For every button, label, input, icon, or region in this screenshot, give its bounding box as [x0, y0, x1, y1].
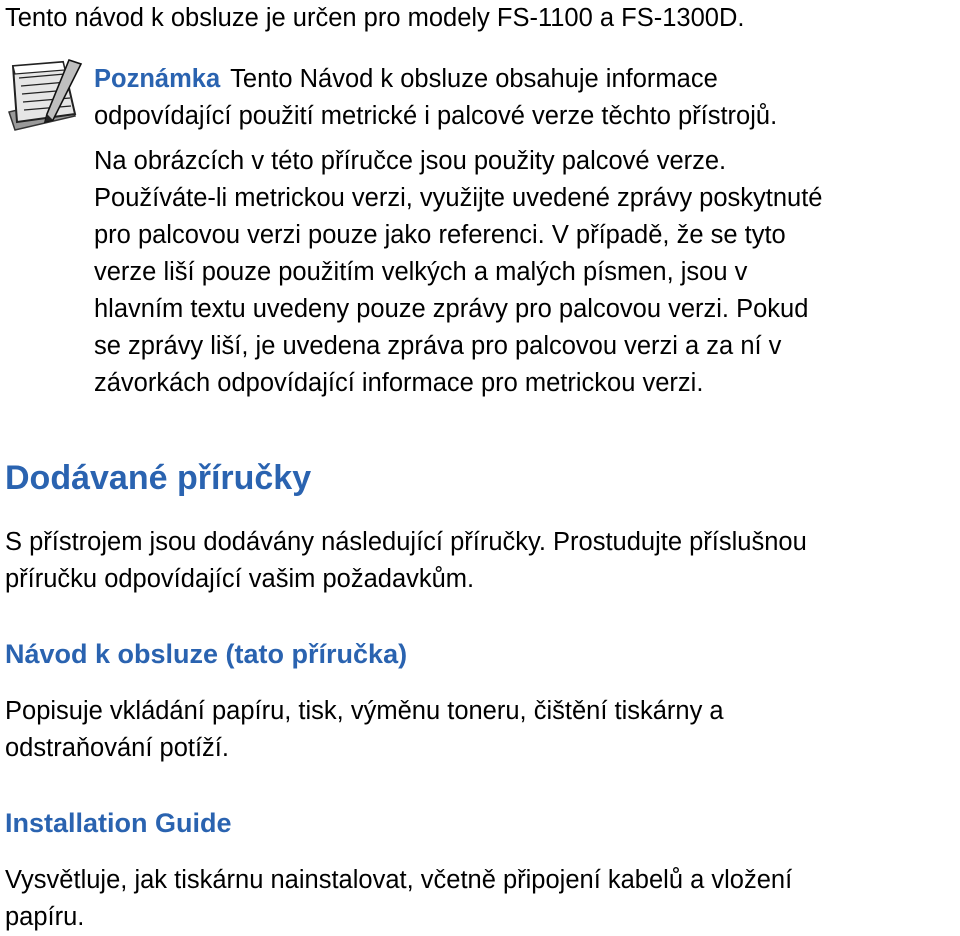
- note-line: [94, 61, 960, 98]
- section-paragraph-line: S přístrojem jsou dodávány následující příručky. Prostudujte příslušnou: [5, 528, 807, 556]
- guide-paragraph-line: papíru.: [5, 903, 85, 931]
- guide-heading-installation: Installation Guide: [5, 808, 232, 838]
- guide-paragraph-line: Vysvětluje, jak tiskárnu nainstalovat, včetně připojení kabelů a vložení: [5, 866, 793, 894]
- note-line: Používáte-li metrickou verzi, využijte uvedené zprávy poskytnuté: [94, 184, 823, 212]
- note-line: verze liší pouze použitím velkých a malých písmen, jsou v: [94, 258, 748, 286]
- note-line: se zprávy liší, je uvedena zpráva pro palcovou verzi a za ní v: [94, 332, 782, 360]
- note-label: Poznámka: [94, 65, 221, 93]
- guide-paragraph-line: odstraňování potíží.: [5, 734, 229, 762]
- section-paragraph-line: příručku odpovídající vašim požadavkům.: [5, 565, 475, 593]
- note-line: odpovídající použití metrické i palcové verze těchto přístrojů.: [94, 102, 778, 130]
- section-heading: Dodávané příručky: [5, 459, 312, 497]
- note-line: Na obrázcích v této příručce jsou použity palcové verze.: [94, 147, 727, 175]
- note-line: pro palcovou verzi pouze jako referenci. V případě, že se tyto: [94, 221, 786, 249]
- note-pad-icon: [5, 58, 83, 134]
- note-line: závorkách odpovídající informace pro metrickou verzi.: [94, 369, 704, 397]
- note-text: Tento Návod k obsluze obsahuje informace: [230, 65, 718, 93]
- note-line: hlavním textu uvedeny pouze zprávy pro palcovou verzi. Pokud: [94, 295, 809, 323]
- guide-heading-user-manual: Návod k obsluze (tato příručka): [5, 639, 408, 669]
- intro-text: Tento návod k obsluze je určen pro modely FS-1100 a FS-1300D.: [5, 4, 745, 32]
- note-block: [94, 61, 960, 402]
- guide-paragraph-line: Popisuje vkládání papíru, tisk, výměnu toneru, čištění tiskárny a: [5, 697, 724, 725]
